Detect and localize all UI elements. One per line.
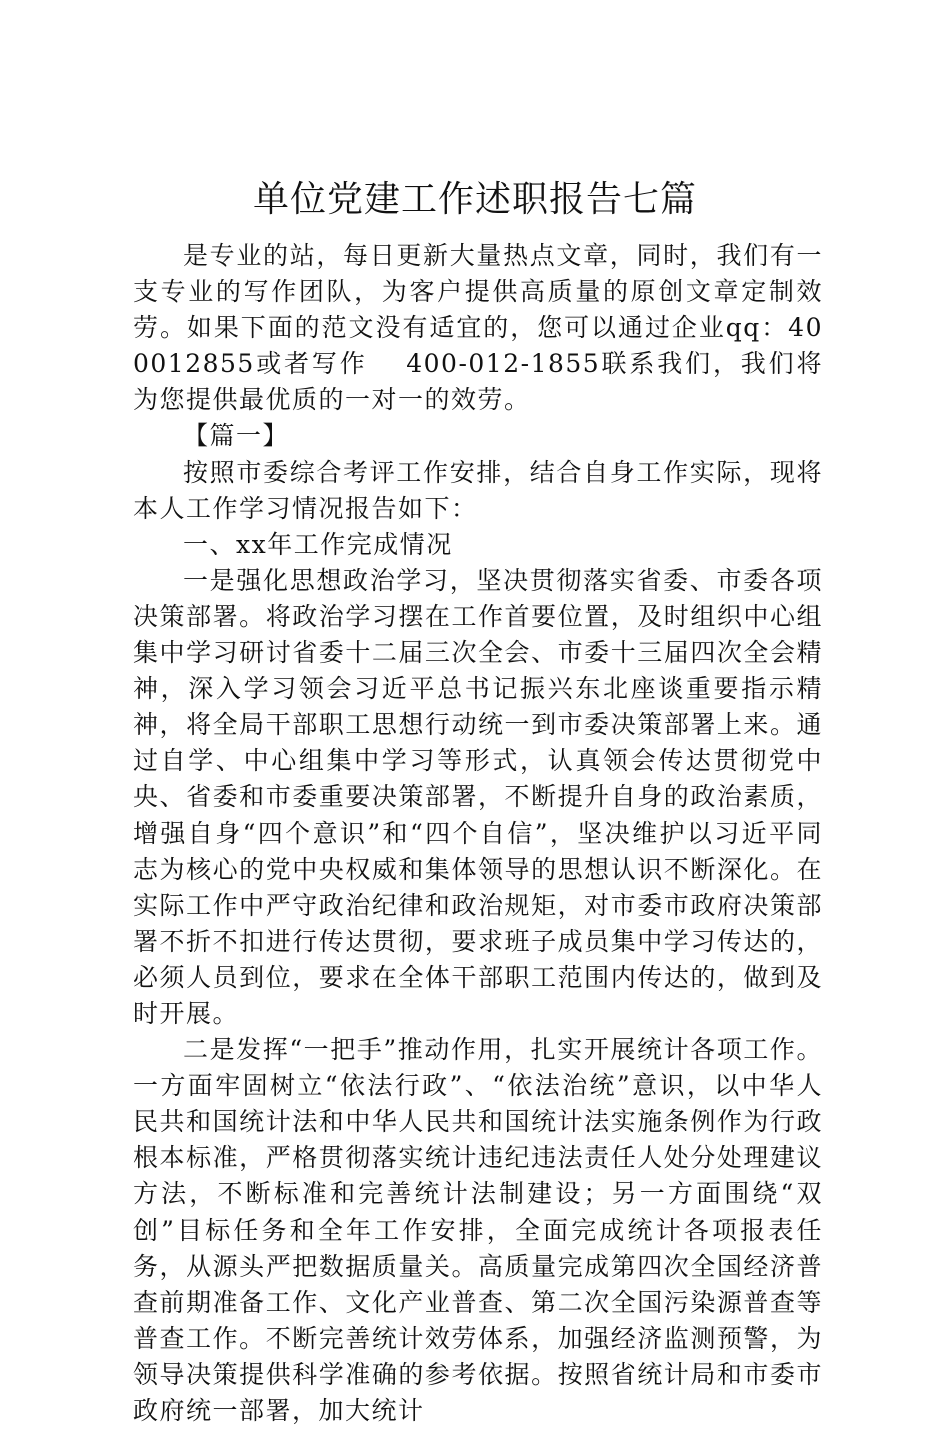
section-heading: 【篇一】 bbox=[183, 421, 290, 451]
subsection-heading: 一、xx年工作完成情况 bbox=[183, 529, 453, 559]
intro-paragraph: 是专业的站，每日更新大量热点文章，同时，我们有一支专业的写作团队，为客户提供高质量的原创文章定制效劳。如果下面的范文没有适宜的，您可以通过企业qq：400012855或者写作 400-012-1855联系我们，我们将为您提供最优质的一对一的效劳。 bbox=[133, 241, 823, 415]
document-body bbox=[133, 238, 823, 1429]
document-title: 单位党建工作述职报告七篇 bbox=[252, 179, 697, 220]
body-paragraph: 二是发挥“一把手”推动作用，扎实开展统计各项工作。一方面牢固树立“依法行政”、“依法治统”意识，以中华人民共和国统计法和中华人民共和国统计法实施条例作为行政根本标准，严格贯彻落实统计违纪违法责任人处分处理建议方法，不断标准和完善统计法制建设；另一方面围绕“双创”目标任务和全年工作安排，全面完成统计各项报表任务，从源头严把数据质量关。高质量完成第四次全国经济普查前期准备工作、文化产业普查、第二次全国污染源普查等普查工作。不断完善统计效劳体系，加强经济监测预警，为领导决策提供科学准确的参考依据。按照省统计局和市委市政府统一部署，加大统计 bbox=[133, 1035, 823, 1425]
body-paragraph: 一是强化思想政治学习，坚决贯彻落实省委、市委各项决策部署。将政治学习摆在工作首要位置，及时组织中心组集中学习研讨省委十二届三次全会、市委十三届四次全会精神，深入学习领会习近平总书记振兴东北座谈重要指示精神，将全局干部职工思想行动统一到市委决策部署上来。通过自学、中心组集中学习等形式，认真领会传达贯彻党中央、省委和市委重要决策部署，不断提升自身的政治素质，增强自身“四个意识”和“四个自信”，坚决维护以习近平同志为核心的党中央权威和集体领导的思想认识不断深化。在实际工作中严守政治纪律和政治规矩，对市委市政府决策部署不折不扣进行传达贯彻，要求班子成员集中学习传达的，必须人员到位，要求在全体干部职工范围内传达的，做到及时开展。 bbox=[133, 565, 823, 1028]
body-paragraph: 按照市委综合考评工作安排，结合自身工作实际，现将本人工作学习情况报告如下： bbox=[133, 457, 823, 523]
